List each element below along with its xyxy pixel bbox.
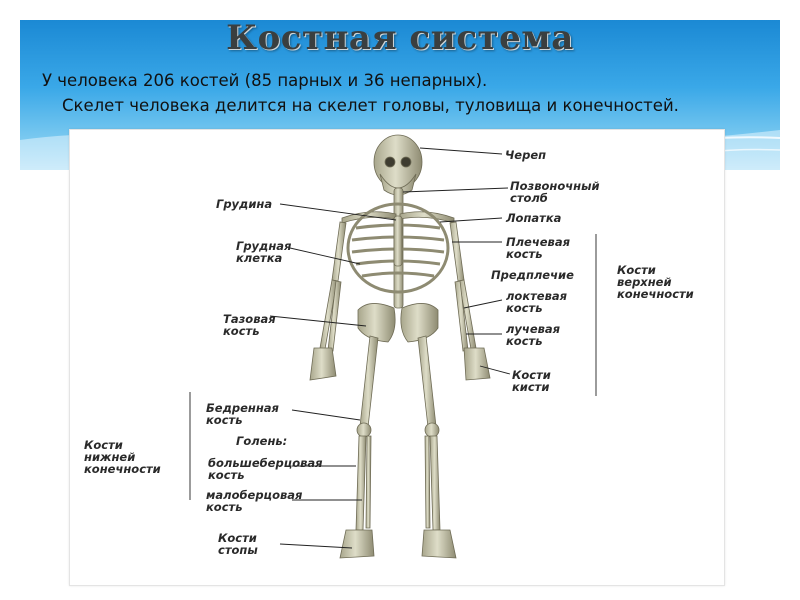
skeleton-figure <box>69 129 725 586</box>
label-sternum: Грудина <box>216 197 273 211</box>
label-hand: Кости кисти <box>512 368 551 394</box>
label-lower-limb: Кости нижней конечности <box>84 438 161 476</box>
label-spine: Позвоночный столб <box>510 179 600 205</box>
label-scapula: Лопатка <box>506 211 562 225</box>
label-forearm: Предплечие <box>491 268 574 282</box>
label-ulna: локтевая кость <box>506 289 568 315</box>
intro-line-1: У человека 206 костей (85 парных и 36 непарных). <box>42 71 488 90</box>
label-femur: Бедренная кость <box>206 401 279 427</box>
skeleton-illustration <box>70 130 724 585</box>
label-ribcage: Грудная клетка <box>236 239 292 265</box>
intro-text <box>42 68 692 118</box>
label-radius: лучевая кость <box>506 322 561 348</box>
label-shin: Голень: <box>236 434 288 448</box>
intro-line-2: Скелет человека делится на скелет головы, туловища и конечностей. <box>62 96 679 115</box>
label-fibula: малоберцовая кость <box>206 488 303 514</box>
page-title: Костная система <box>226 18 574 58</box>
label-upper-limb: Кости верхней конечности <box>617 263 694 301</box>
label-skull: Череп <box>505 148 547 162</box>
label-humerus: Плечевая кость <box>506 235 570 261</box>
label-tibia: большеберцовая кость <box>208 456 323 482</box>
label-foot: Кости стопы <box>218 531 258 557</box>
label-pelvis: Тазовая кость <box>223 312 276 338</box>
